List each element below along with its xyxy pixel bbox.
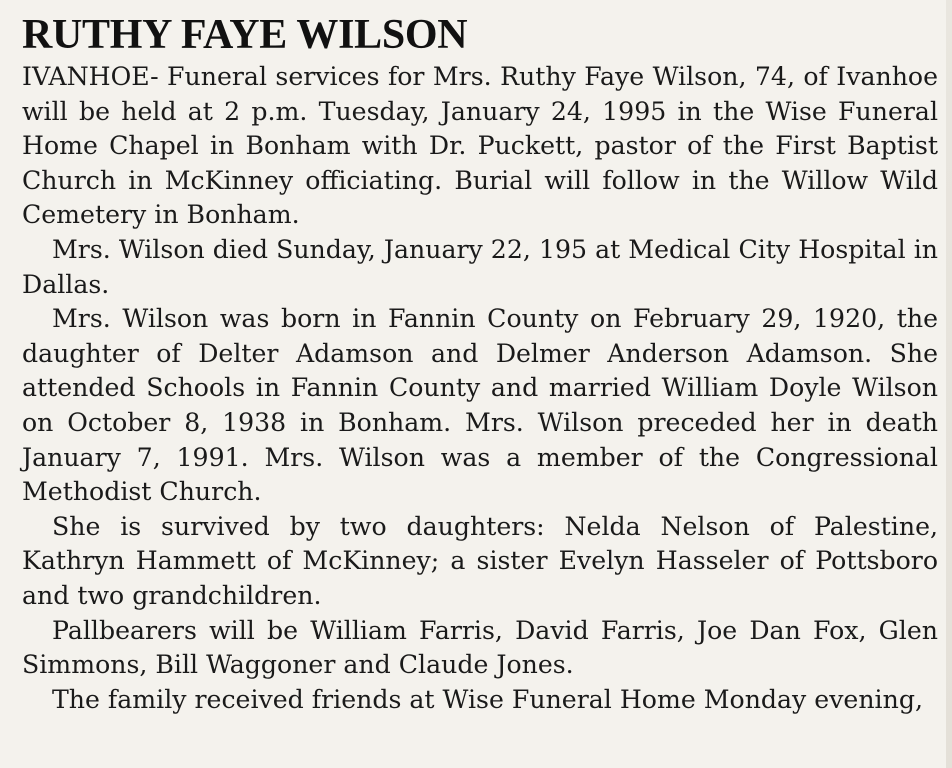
paragraph-funeral-services: IVANHOE- Funeral services for Mrs. Ruthy Faye Wilson, 74, of Ivanhoe will be held at 2 p.m. Tuesday, January 24, 1995 in the Wise Funeral Home Chapel in Bonham with Dr. Puckett, pastor of the First Baptist Church in McKinney officiating. Burial will follow in the Willow Wild Cemetery in Bonham.: [22, 62, 938, 230]
obituary-headline: RUTHY FAYE WILSON: [22, 12, 468, 58]
obituary-body: [22, 60, 938, 717]
paragraph-death: Mrs. Wilson died Sunday, January 22, 195 at Medical City Hospital in Dallas.: [22, 234, 938, 299]
paragraph-visitation: The family received friends at Wise Funeral Home Monday evening,: [52, 684, 923, 714]
page-edge: [946, 0, 952, 768]
paragraph-survivors: She is survived by two daughters: Nelda Nelson of Palestine, Kathryn Hammett of McKinney; a sister Evelyn Hasseler of Pottsboro and two grandchildren.: [22, 511, 938, 610]
paragraph-biography: Mrs. Wilson was born in Fannin County on February 29, 1920, the daughter of Delter Adamson and Delmer Anderson Adamson. She attended Schools in Fannin County and married William Doyle Wilson on October 8, 1938 in Bonham. Mrs. Wilson preceded her in death January 7, 1991. Mrs. Wilson was a member of the Congressional Methodist Church.: [22, 304, 938, 507]
paragraph-pallbearers: Pallbearers will be William Farris, David Farris, Joe Dan Fox, Glen Simmons, Bill Waggoner and Claude Jones.: [22, 615, 938, 680]
